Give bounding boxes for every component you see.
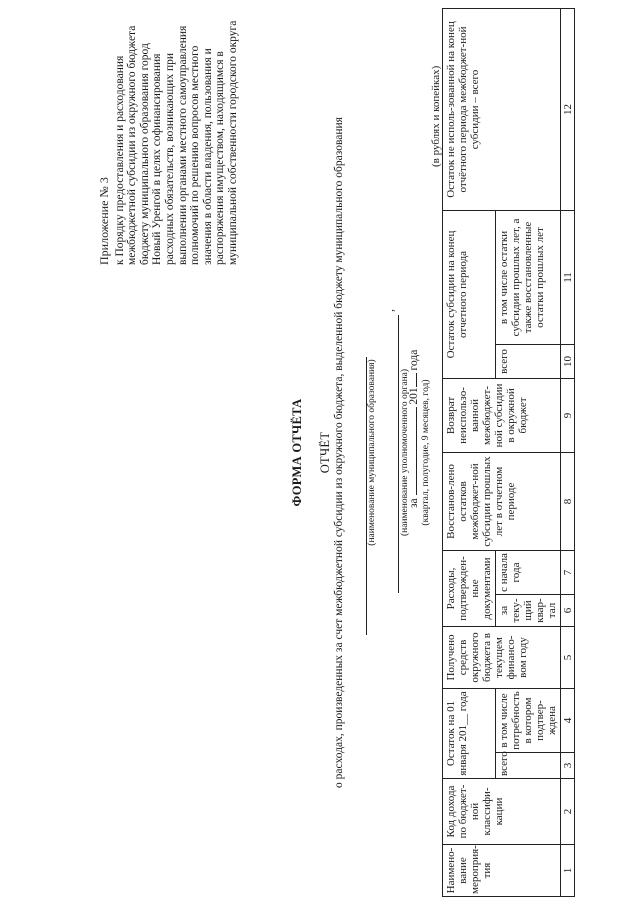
annex-line: выполнении органами местного самоуправления (176, 25, 189, 265)
column-number: 4 (561, 688, 575, 752)
header-closing-balance: Остаток субсидии на конец отчетного периода (443, 210, 496, 378)
annex-block (97, 20, 240, 265)
annex-line: Новый Уренгой в целях софинансирования (151, 53, 164, 265)
report-title: ОТЧЁТ (318, 431, 332, 474)
organ-name-line (382, 309, 399, 593)
header-returned: Возврат неиспользо-ванной межбюджет-ной субсидии в окружной бюджет (443, 378, 561, 452)
column-number: 2 (561, 779, 575, 845)
annex-line: к Порядку предоставления и расходования (113, 55, 126, 265)
column-number: 9 (561, 378, 575, 452)
header-expenses-ytd: с начала года (496, 550, 561, 594)
column-number: 10 (561, 344, 575, 378)
comma: , (384, 309, 396, 312)
column-number: 12 (561, 8, 575, 210)
header-opening-confirmed: в том числе потребность в котором подтвер-ждена (496, 688, 561, 752)
header-activity: Наимено-вание мероприя-тия (443, 845, 561, 897)
header-received: Получено средств окружного бюджета в текущем финансо-вом году (443, 626, 561, 688)
header-restored: Восстанов-лено остатков межбюджет-ной субсидии прошлых лет в отчетном периоде (443, 452, 561, 550)
column-number: 7 (561, 550, 575, 594)
header-income-code: Код дохода по бюджет-ной классифи-кации (443, 779, 561, 845)
annex-line: распоряжения имуществом, находящимся в (214, 51, 227, 265)
annex-line: бюджету муниципального образования город (138, 43, 151, 265)
period-year-blank (405, 373, 417, 387)
header-opening-balance: Остаток на 01 января 201__ года (443, 688, 496, 778)
units-note: (в рублях и копейках) (430, 65, 442, 167)
column-numbers-row (561, 8, 575, 896)
column-number: 11 (561, 210, 575, 344)
period-line (405, 350, 420, 508)
report-subtitle: о расходах, произведенных за счет межбюджетной субсидии из окружного бюджета, выделенной бюджету муниципального образования (333, 117, 345, 788)
column-number: 1 (561, 845, 575, 897)
header-opening-total: всего (496, 753, 561, 779)
annex-title: Приложение № 3 (97, 177, 111, 265)
period-blank (405, 407, 417, 495)
column-number: 6 (561, 594, 575, 626)
organ-caption: (наименование уполномоченного органа) (400, 368, 410, 537)
column-number: 3 (561, 753, 575, 779)
form-title: ФОРМА ОТЧЁТА (290, 398, 304, 507)
annex-line: межбюджетной субсидии из окружного бюджета (126, 25, 139, 265)
annex-line: расходных обязательств, возникающих при (163, 52, 176, 265)
column-number: 8 (561, 452, 575, 550)
header-closing-total: всего (496, 344, 561, 378)
period-suffix: года (408, 349, 420, 371)
annex-line: полномочий по решению вопросов местного (189, 45, 202, 265)
period-prefix: за (408, 498, 420, 508)
municipality-name-line (348, 357, 367, 635)
header-expenses: Расходы, подтвержден-ные документами (443, 550, 496, 626)
report-table (442, 8, 575, 897)
period-year-prefix: 201 (408, 387, 420, 405)
period-caption: (квартал, полугодие, 9 месяцев, год) (421, 379, 431, 526)
column-number: 5 (561, 626, 575, 688)
header-expenses-quarter: за теку-щий квар-тал (496, 594, 561, 626)
header-closing-prior: в том числе остатки субсидии прошлых лет, а также восстановленные остатки прошлых лет (496, 210, 561, 344)
annex-line: значения в области владения, пользования и (201, 48, 214, 265)
municipality-caption: (наименование муниципального образования) (367, 359, 377, 546)
annex-line: муниципальной собственности городского округа (226, 20, 239, 265)
header-unused: Остаток не исполь-зованной на конец отчётного периода межбюджет-ной субсидии – всего (443, 8, 561, 210)
